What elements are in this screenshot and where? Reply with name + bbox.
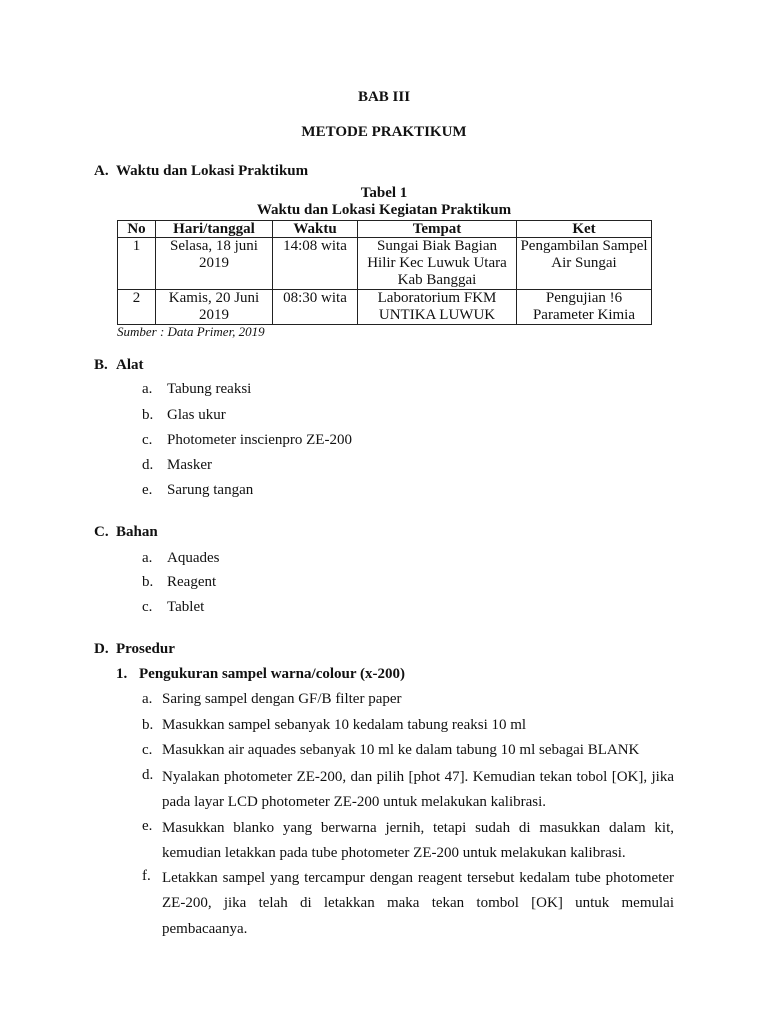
cell: Laboratorium FKM UNTIKA LUWUK	[358, 290, 517, 325]
col-header: Hari/tanggal	[156, 221, 273, 238]
list-item: Photometer inscienpro ZE-200	[167, 432, 352, 448]
page-title: METODE PRAKTIKUM	[301, 124, 467, 140]
section-b-marker: B.	[94, 357, 108, 373]
list-marker: a.	[142, 381, 153, 397]
section-d-marker: D.	[94, 641, 109, 657]
step-text: Nyalakan photometer ZE-200, dan pilih [phot 47]. Kemudian tekan tobol [OK], jika pada layar LCD photometer ZE-200 untuk melakukan kalibrasi.	[162, 769, 674, 811]
section-d-heading: Prosedur	[116, 641, 175, 657]
table-title: Waktu dan Lokasi Kegiatan Praktikum	[256, 202, 512, 218]
section-a-heading: Waktu dan Lokasi Praktikum	[116, 163, 309, 179]
step-marker: c.	[142, 742, 153, 758]
step-marker: f.	[142, 868, 151, 884]
step-marker: d.	[142, 767, 154, 783]
step-text: Masukkan sampel sebanyak 10 kedalam tabung reaksi 10 ml	[162, 717, 527, 733]
table-row	[118, 290, 652, 325]
subsection-marker: 1.	[116, 666, 128, 682]
section-c-marker: C.	[94, 524, 109, 540]
list-marker: b.	[142, 407, 154, 423]
table-header-row	[118, 221, 652, 238]
col-header: Waktu	[273, 221, 358, 238]
step-text: Masukkan air aquades sebanyak 10 ml ke dalam tabung 10 ml sebagai BLANK	[162, 742, 640, 758]
cell: Sungai Biak Bagian Hilir Kec Luwuk Utara Kab Banggai	[358, 238, 517, 290]
list-item: Glas ukur	[167, 407, 226, 423]
step-text: Masukkan blanko yang berwarna jernih, tetapi sudah di masukkan dalam kit, kemudian letakkan pada tube photometer ZE-200 untuk melakukan kalibrasi.	[162, 820, 674, 862]
step-text: Saring sampel dengan GF/B filter paper	[162, 691, 402, 707]
list-marker: c.	[142, 599, 153, 615]
list-marker: d.	[142, 457, 154, 473]
step-marker: b.	[142, 717, 154, 733]
col-header: No	[118, 221, 156, 238]
subsection-heading: Pengukuran sampel warna/colour (x-200)	[139, 666, 405, 682]
col-header: Ket	[517, 221, 652, 238]
section-c-heading: Bahan	[116, 524, 158, 540]
list-marker: e.	[142, 482, 153, 498]
list-item: Aquades	[167, 550, 220, 566]
step-text: Letakkan sampel yang tercampur dengan reagent tersebut kedalam tube photometer ZE-200, jika telah di letakkan maka tekan tombol [OK] untuk memulai pembacaanya.	[162, 870, 674, 937]
list-item: Sarung tangan	[167, 482, 254, 498]
list-marker: a.	[142, 550, 153, 566]
list-item: Masker	[167, 457, 212, 473]
list-item: Tablet	[167, 599, 205, 615]
chapter-heading: BAB III	[357, 89, 411, 105]
section-b-heading: Alat	[116, 357, 144, 373]
list-item: Tabung reaksi	[167, 381, 252, 397]
table-caption: Tabel 1	[360, 185, 408, 201]
cell: 14:08 wita	[273, 238, 358, 290]
list-item: Reagent	[167, 574, 217, 590]
cell: Selasa, 18 juni 2019	[156, 238, 273, 290]
section-a-marker: A.	[94, 163, 109, 179]
table-row	[118, 238, 652, 290]
list-marker: c.	[142, 432, 153, 448]
cell: 08:30 wita	[273, 290, 358, 325]
cell: 2	[118, 290, 156, 325]
list-marker: b.	[142, 574, 154, 590]
cell: Pengambilan Sampel Air Sungai	[517, 238, 652, 290]
col-header: Tempat	[358, 221, 517, 238]
cell: Kamis, 20 Juni 2019	[156, 290, 273, 325]
cell: Pengujian !6 Parameter Kimia	[517, 290, 652, 325]
schedule-table	[117, 220, 652, 325]
step-marker: e.	[142, 818, 153, 834]
table-source: Sumber : Data Primer, 2019	[117, 324, 265, 339]
cell: 1	[118, 238, 156, 290]
step-marker: a.	[142, 691, 153, 707]
